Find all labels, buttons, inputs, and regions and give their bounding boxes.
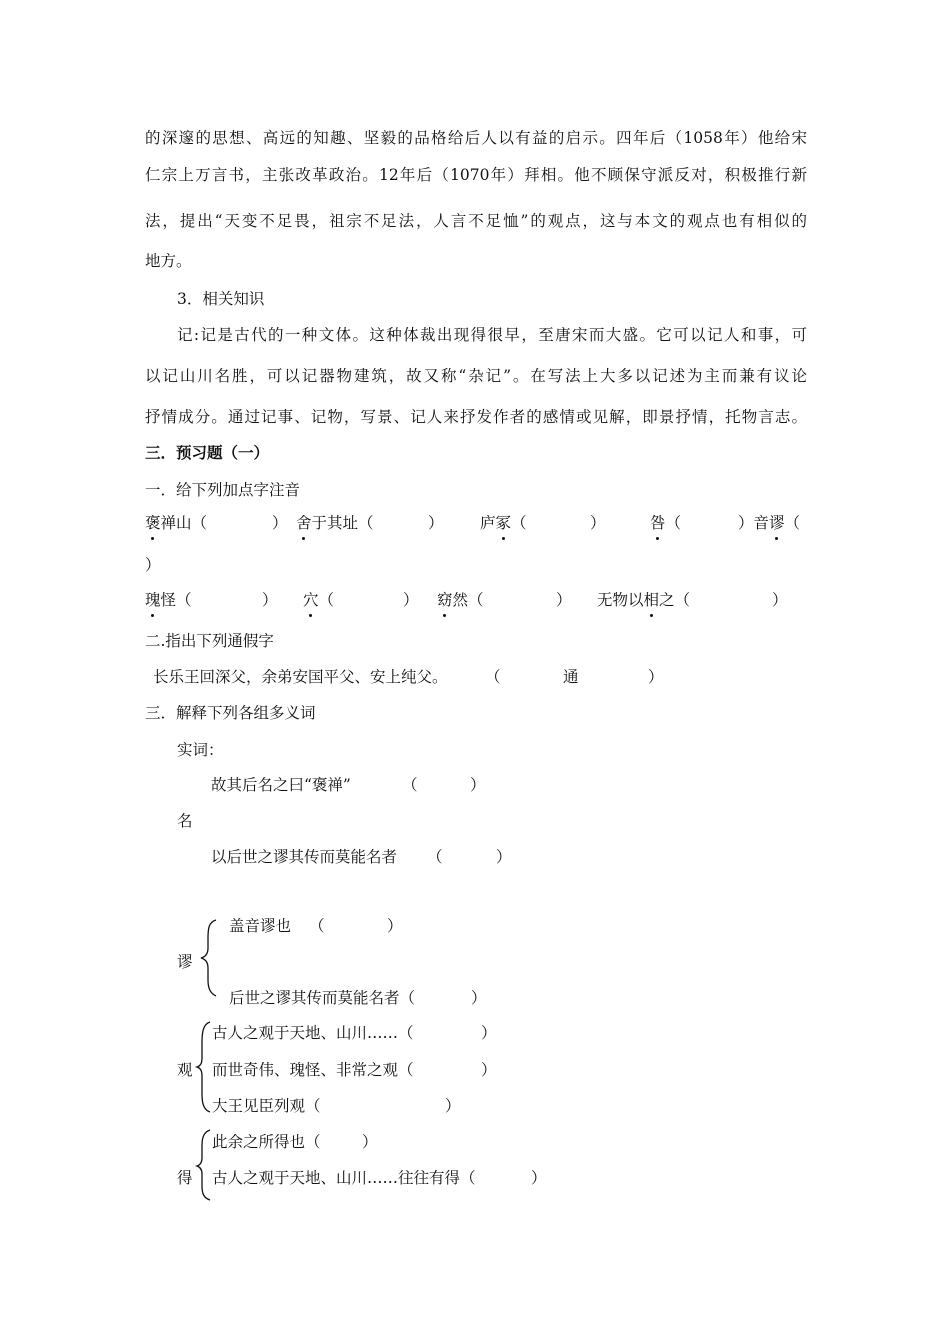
de-close-2: ） bbox=[531, 1169, 547, 1187]
q1-item-text: （ bbox=[784, 514, 801, 532]
q1-item-text: 然（ bbox=[452, 591, 484, 609]
miu-close-2: ） bbox=[471, 989, 487, 1007]
dotted-char: 褒 bbox=[145, 511, 161, 533]
q1-item-zhong bbox=[480, 511, 527, 533]
miu-sentence-2: 后世之谬其传而莫能名者（ bbox=[229, 989, 416, 1007]
ming-open-1: （ bbox=[402, 776, 418, 794]
q1-item-text: （ bbox=[665, 514, 682, 532]
dotted-char: 相 bbox=[644, 588, 660, 610]
q2-sentence: 长乐王回深父，余弟安国平父、安上纯父。 bbox=[153, 668, 448, 686]
dotted-char: 咎 bbox=[650, 511, 666, 533]
q1-close-b: ） bbox=[428, 514, 444, 532]
guan-brace bbox=[196, 1020, 212, 1114]
intro-line-3: 法，提出“天变不足畏，祖宗不足法，人言不足恤”的观点，这与本文的观点也有相似的 bbox=[145, 212, 807, 230]
q1-item-text: ）音 bbox=[738, 514, 770, 532]
q1-close-2c: ） bbox=[556, 591, 572, 609]
q2-title: 二.指出下列通假字 bbox=[145, 632, 274, 650]
q1-item-guiguai bbox=[145, 588, 192, 610]
q3-title: 三．解释下列各组多义词 bbox=[145, 704, 316, 722]
de-close-1: ） bbox=[362, 1133, 378, 1151]
guan-close-2: ） bbox=[481, 1061, 497, 1079]
q1-item-text: 于其址（ bbox=[311, 514, 374, 532]
q1-item-jiu bbox=[650, 511, 681, 533]
guan-sentence-2: 而世奇伟、瑰怪、非常之观（ bbox=[212, 1061, 414, 1079]
q1-close-c: ） bbox=[590, 514, 606, 532]
ming-open-2: （ bbox=[427, 848, 443, 866]
q2-close: ） bbox=[648, 668, 664, 686]
miu-sentence-1: 盖音谬也 bbox=[229, 917, 292, 935]
guan-sentence-3: 大王见臣列观（ bbox=[212, 1097, 321, 1115]
miu-open-1: （ bbox=[309, 917, 325, 935]
q1-item-baochan bbox=[145, 511, 207, 533]
ming-sentence-1: 故其后名之曰“褒禅” bbox=[211, 776, 351, 794]
miu-char: 谬 bbox=[177, 953, 193, 971]
guan-sentence-1: 古人之观于天地、山川……（ bbox=[212, 1024, 414, 1042]
intro-line-2: 仁宗上万言书，主张改革政治。12年后（1070年）拜相。他不顾保守派反对，积极推行新 bbox=[145, 166, 807, 184]
ming-sentence-2: 以后世之谬其传而莫能名者 bbox=[211, 848, 398, 866]
ming-close-2: ） bbox=[496, 848, 512, 866]
section-title: 三．预习题（一） bbox=[145, 443, 270, 462]
guan-close-1: ） bbox=[481, 1024, 497, 1042]
intro-line-4: 地方。 bbox=[145, 252, 192, 270]
q1-close-2b: ） bbox=[403, 591, 419, 609]
q1-close-a: ） bbox=[272, 514, 288, 532]
miu-close-1: ） bbox=[387, 917, 403, 935]
dotted-char: 窈 bbox=[437, 588, 453, 610]
guan-close-3: ） bbox=[445, 1097, 461, 1115]
de-sentence-2: 古人之观于天地、山川……往往有得（ bbox=[212, 1169, 476, 1187]
miu-brace bbox=[200, 918, 220, 998]
dotted-char: 穴 bbox=[303, 588, 319, 610]
q1-wrap-close: ） bbox=[145, 556, 161, 574]
q1-item-text: 禅山（ bbox=[160, 514, 208, 532]
q1-item-text: 之（ bbox=[659, 591, 691, 609]
ming-char: 名 bbox=[177, 812, 193, 830]
knowledge-line-2: 以记山川名胜，可以记器物建筑，故又称“杂记”。在写法上大多以记述为主而兼有议论 bbox=[145, 367, 807, 385]
q1-item-xiang bbox=[597, 588, 690, 610]
dotted-char: 谬 bbox=[769, 511, 785, 533]
q1-item-text: （ bbox=[318, 591, 335, 609]
q1-close-2a: ） bbox=[262, 591, 278, 609]
q1-item-text: 怪（ bbox=[160, 591, 192, 609]
guan-char: 观 bbox=[177, 1061, 193, 1079]
knowledge-line-1: 记:记是古代的一种文体。这种体裁出现得很早，至唐宋而大盛。它可以记人和事，可 bbox=[177, 326, 807, 344]
q1-item-text: 庐 bbox=[480, 514, 496, 532]
de-brace bbox=[196, 1128, 212, 1202]
intro-line-1: 的深邃的思想、高远的知趣、坚毅的品格给后人以有益的启示。四年后（1058年）他给宋 bbox=[145, 129, 807, 147]
q3-shici: 实词： bbox=[177, 741, 224, 759]
q1-item-yaoran bbox=[437, 588, 484, 610]
q1-title: 一．给下列加点字注音 bbox=[145, 481, 301, 499]
q1-item-xue bbox=[303, 588, 334, 610]
de-char: 得 bbox=[177, 1169, 193, 1187]
dotted-char: 舍 bbox=[296, 511, 312, 533]
q1-item-miu bbox=[738, 511, 800, 533]
dotted-char: 冢 bbox=[496, 511, 512, 533]
q2-tong: 通 bbox=[563, 668, 579, 686]
q1-close-2d: ） bbox=[772, 591, 788, 609]
de-sentence-1: 此余之所得也（ bbox=[212, 1133, 321, 1151]
q1-item-text: （ bbox=[511, 514, 527, 532]
q1-item-she bbox=[296, 511, 374, 533]
q2-open: （ bbox=[485, 668, 501, 686]
knowledge-line-3: 抒情成分。通过记事、记物，写景、记人来抒发作者的感情或见解，即景抒情，托物言志。 bbox=[145, 408, 807, 426]
q1-item-text: 无物以 bbox=[597, 591, 644, 609]
dotted-char: 瑰 bbox=[145, 588, 161, 610]
ming-close-1: ） bbox=[470, 776, 486, 794]
knowledge-heading: 3．相关知识 bbox=[177, 290, 265, 308]
